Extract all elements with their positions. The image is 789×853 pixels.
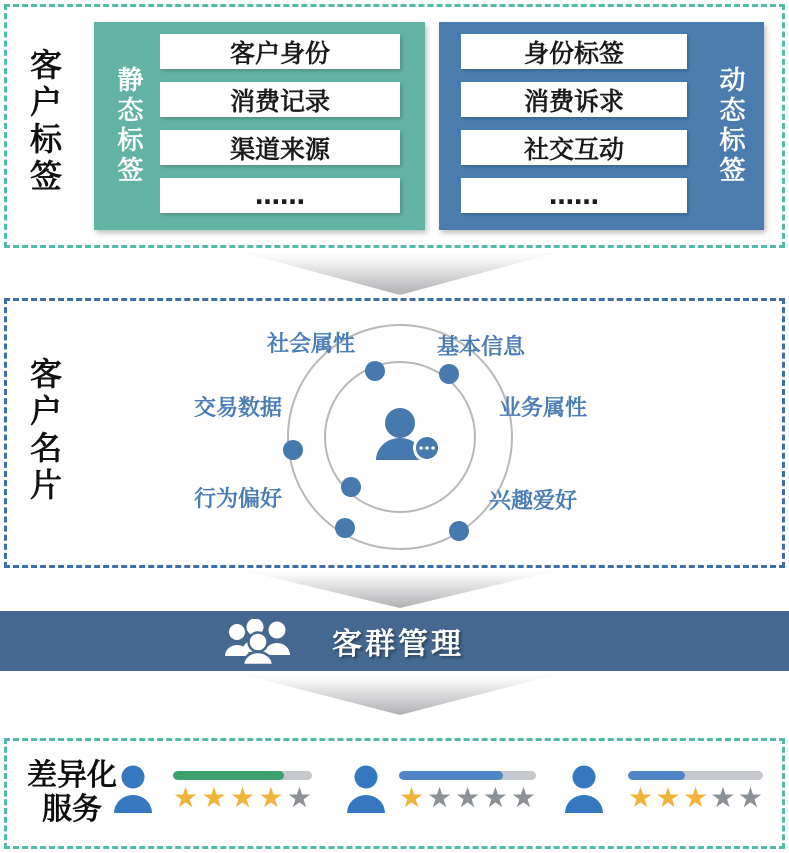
star-rating <box>173 783 312 813</box>
customer-metrics <box>628 771 763 813</box>
progress-fill <box>399 771 503 780</box>
customer-rating-group <box>345 741 573 846</box>
section-title-customer-tags: 客户标签 <box>25 48 63 196</box>
tag-item: 身份标签 <box>461 34 687 69</box>
tag-item: 渠道来源 <box>160 130 400 165</box>
banner-title: 客群管理 <box>332 627 464 662</box>
group-management-banner <box>0 611 789 671</box>
orbit-dots <box>283 361 469 541</box>
attribute-label: 业务属性 <box>499 396 588 421</box>
attribute-label: 行为偏好 <box>194 487 283 512</box>
customer-rating-group <box>112 741 347 846</box>
star-icon: ★ <box>399 781 425 814</box>
progress-bar <box>399 771 536 780</box>
tag-item: 消费诉求 <box>461 82 687 117</box>
customer-card-section <box>4 298 785 568</box>
user-icon <box>563 765 605 813</box>
tag-item: 客户身份 <box>160 34 400 69</box>
progress-fill <box>173 771 284 780</box>
orbit-dot <box>283 440 303 460</box>
dynamic-tags-label: 动态标签 <box>715 66 745 186</box>
orbit-dot <box>449 521 469 541</box>
customer-person-icon <box>376 408 440 461</box>
attribute-label: 兴趣爱好 <box>489 489 578 514</box>
customer-metrics <box>399 771 536 813</box>
orbit-dot <box>335 518 355 538</box>
star-icon: ★ <box>286 781 312 814</box>
star-icon: ★ <box>229 781 256 814</box>
attribute-label: 交易数据 <box>194 396 283 421</box>
services-title-line1: 差异化 <box>27 758 117 793</box>
star-icon: ★ <box>482 781 509 814</box>
tag-item: …… <box>461 178 687 213</box>
star-icon: ★ <box>258 781 284 814</box>
differentiated-services-section <box>4 738 785 849</box>
static-tags-label: 静态标签 <box>113 66 143 186</box>
star-rating <box>628 783 763 813</box>
star-icon: ★ <box>173 781 199 814</box>
progress-bar <box>173 771 312 780</box>
star-icon: ★ <box>510 781 536 814</box>
star-icon: ★ <box>201 781 227 814</box>
star-icon: ★ <box>682 781 709 814</box>
section-title-customer-card: 客户名片 <box>25 357 63 505</box>
tag-item: 消费记录 <box>160 82 400 117</box>
star-rating <box>399 783 536 813</box>
user-icon <box>112 765 154 813</box>
star-icon: ★ <box>454 781 481 814</box>
down-arrow-icon <box>245 253 555 295</box>
orbit-dot <box>365 361 385 381</box>
star-icon: ★ <box>426 781 453 814</box>
static-tags-box <box>94 22 425 230</box>
tag-item: 社交互动 <box>461 130 687 165</box>
tag-item: …… <box>160 178 400 213</box>
progress-bar <box>628 771 763 780</box>
customer-rating-group <box>563 741 773 846</box>
orbit-dot <box>439 364 459 384</box>
star-icon: ★ <box>710 781 736 814</box>
orbit-diagram <box>7 301 782 565</box>
star-icon: ★ <box>655 781 681 814</box>
dynamic-tags-box <box>439 22 764 230</box>
people-group-icon <box>222 619 300 665</box>
customer-tags-section <box>4 4 785 248</box>
attribute-label: 基本信息 <box>437 335 526 360</box>
dynamic-tags-list <box>461 34 687 213</box>
customer-metrics <box>173 771 312 813</box>
orbit-dot <box>341 477 361 497</box>
down-arrow-icon <box>245 571 555 608</box>
static-tags-list <box>160 34 400 213</box>
progress-fill <box>628 771 685 780</box>
attribute-label: 社会属性 <box>267 332 356 357</box>
star-icon: ★ <box>737 781 763 814</box>
star-icon: ★ <box>628 781 654 814</box>
services-title-line2: 服务 <box>42 792 102 827</box>
user-icon <box>345 765 387 813</box>
down-arrow-icon <box>245 675 555 715</box>
